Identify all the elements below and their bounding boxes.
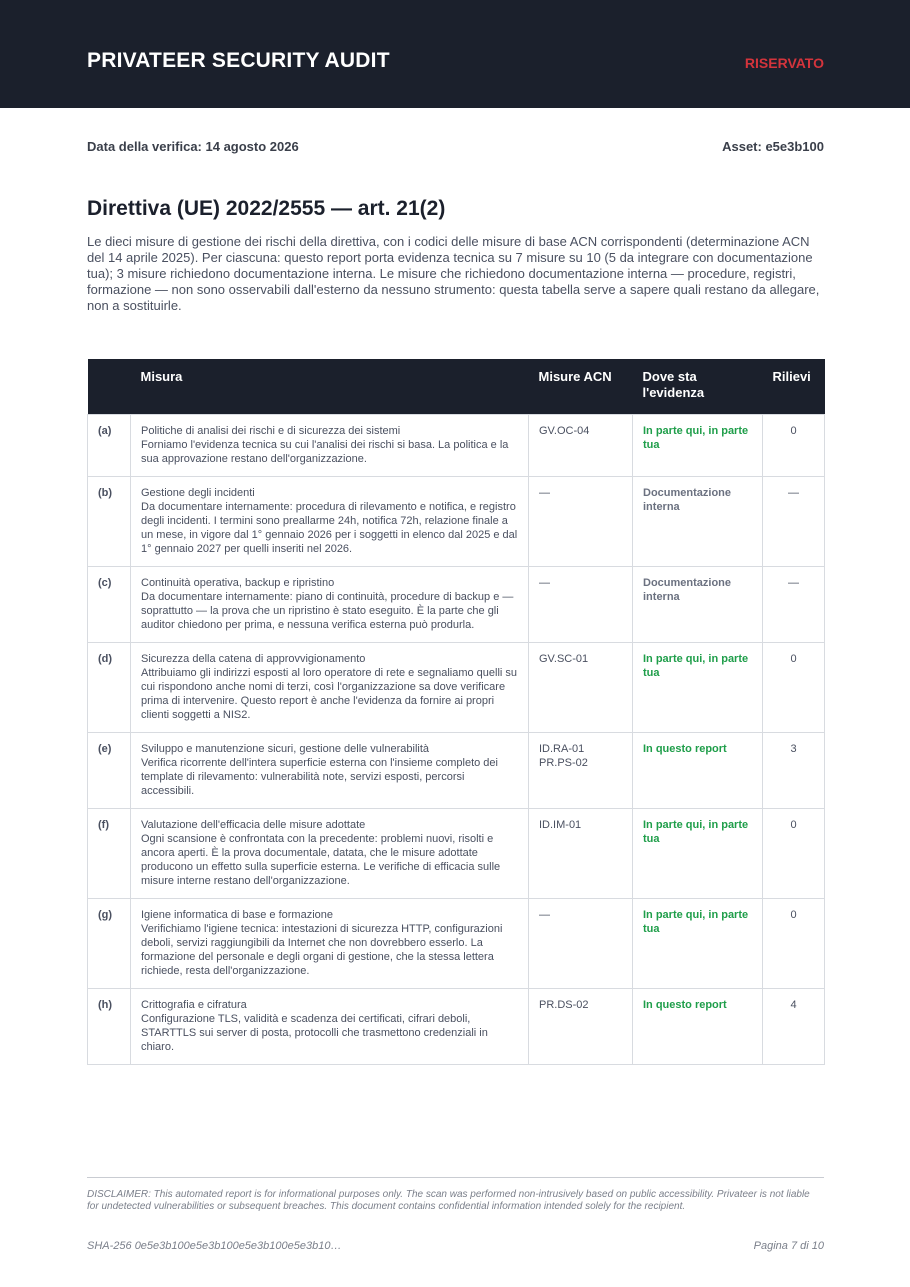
evidence-location: In questo report: [633, 733, 763, 809]
audit-date: Data della verifica: 14 agosto 2026: [87, 139, 299, 154]
column-header-measure: Misura: [131, 359, 529, 415]
acn-codes: —: [529, 899, 633, 989]
document-hash: SHA-256 0e5e3b100e5e3b100e5e3b100e5e3b10…: [87, 1240, 342, 1252]
findings-count: 0: [763, 643, 825, 733]
footer-divider: [87, 1177, 824, 1178]
findings-count: 4: [763, 989, 825, 1065]
evidence-location: Documentazione interna: [633, 477, 763, 567]
measure-code: (c): [88, 567, 131, 643]
measure-code: (d): [88, 643, 131, 733]
measure-code: (e): [88, 733, 131, 809]
measure-cell: [131, 989, 529, 1065]
findings-count: —: [763, 477, 825, 567]
measure-description: Da documentare internamente: piano di continuità, procedure di backup e — soprattutto — la prova che un ripristino è stato eseguito. È la parte che gli auditor chiedono per prima, e nessuna verifica esterna può produrla.: [141, 591, 514, 631]
measures-table: [87, 359, 825, 1065]
report-header-bar: [0, 0, 910, 108]
measure-code: (a): [88, 415, 131, 477]
measure-description: Da documentare internamente: procedura di rilevamento e notifica, e registro degli incidenti. I termini sono preallarme 24h, notifica 72h, relazione finale a un mese, in vigore dal 1° gennaio 2026 per i soggetti in elenco dal 2025 e dal 1° gennaio 2027 per quelli inseriti nel 2026.: [141, 501, 518, 555]
table-row: [88, 415, 825, 477]
evidence-location: In questo report: [633, 989, 763, 1065]
evidence-location: In parte qui, in parte tua: [633, 809, 763, 899]
measure-cell: [131, 415, 529, 477]
measure-title: Sviluppo e manutenzione sicuri, gestione delle vulnerabilità: [141, 743, 430, 755]
measure-cell: [131, 643, 529, 733]
measure-cell: [131, 567, 529, 643]
section-intro: Le dieci misure di gestione dei rischi della direttiva, con i codici delle misure di base ACN corrispondenti (determinazione ACN del 14 aprile 2025). Per ciascuna: questo report porta evidenza tecnica su 7 misure su 10 (5 da integrare con documentazione tua); 3 misure richiedono documentazione interna. Le misure che richiedono documentazione interna — procedure, registri, formazione — non sono osservabili dall'esterno da nessuno strumento: questa tabella serve a sapere quali restano da allegare, non a sostituirle.: [87, 234, 820, 313]
column-header-findings: Rilievi: [763, 359, 825, 415]
measure-cell: [131, 477, 529, 567]
table-row: [88, 899, 825, 989]
page-number: Pagina 7 di 10: [753, 1240, 824, 1252]
table-row: [88, 733, 825, 809]
measure-title: Valutazione dell'efficacia delle misure adottate: [141, 819, 366, 831]
measure-title: Gestione degli incidenti: [141, 487, 255, 499]
measure-description: Ogni scansione è confrontata con la precedente: problemi nuovi, risolti e ancora aperti. È la prova documentale, datata, che le misure adottate producono un effetto sulla superficie esterna. Le verifiche di efficacia sulle misure interne restano dell'organizzazione.: [141, 833, 501, 887]
acn-codes: ID.RA-01 PR.PS-02: [529, 733, 633, 809]
disclaimer-text: DISCLAIMER: This automated report is for informational purposes only. The scan was performed non-intrusively based on public accessibility. Privateer is not liable for undetected vulnerabilities or subsequent breaches. This document contains confidential information intended solely for the recipient.: [87, 1189, 810, 1212]
acn-codes: —: [529, 477, 633, 567]
table-row: [88, 643, 825, 733]
measure-description: Configurazione TLS, validità e scadenza dei certificati, cifrari deboli, STARTTLS sui server di posta, protocolli che trasmettono credenziali in chiaro.: [141, 1013, 488, 1053]
classification-label: RISERVATO: [744, 55, 824, 71]
acn-codes: GV.SC-01: [529, 643, 633, 733]
measure-description: Attribuiamo gli indirizzi esposti al loro operatore di rete e segnaliamo quelli su cui rispondono anche nomi di terzi, così l'organizzazione sa dove verificare prima di intervenire. Questo report è anche l'evidenza da fornire ai propri clienti soggetti a NIS2.: [141, 667, 518, 721]
findings-count: 0: [763, 415, 825, 477]
section-title: Direttiva (UE) 2022/2555 — art. 21(2): [87, 197, 446, 220]
measure-cell: [131, 899, 529, 989]
asset-id: Asset: e5e3b100: [722, 139, 824, 154]
measure-code: (f): [88, 809, 131, 899]
measure-code: (g): [88, 899, 131, 989]
measure-title: Politiche di analisi dei rischi e di sicurezza dei sistemi: [141, 425, 401, 437]
measure-title: Crittografia e cifratura: [141, 999, 247, 1011]
evidence-location: In parte qui, in parte tua: [633, 899, 763, 989]
table-row: [88, 567, 825, 643]
findings-count: 3: [763, 733, 825, 809]
report-brand-title: PRIVATEER SECURITY AUDIT: [87, 49, 390, 72]
measure-title: Continuità operativa, backup e ripristino: [141, 577, 335, 589]
column-header-evidence: Dove sta l'evidenza: [633, 359, 763, 415]
table-row: [88, 477, 825, 567]
acn-codes: GV.OC-04: [529, 415, 633, 477]
acn-codes: ID.IM-01: [529, 809, 633, 899]
evidence-location: In parte qui, in parte tua: [633, 643, 763, 733]
table-header-row: [88, 359, 825, 415]
table-row: [88, 809, 825, 899]
measure-cell: [131, 733, 529, 809]
measure-description: Forniamo l'evidenza tecnica su cui l'analisi dei rischi si basa. La politica e la sua approvazione restano dell'organizzazione.: [141, 439, 509, 465]
measure-title: Igiene informatica di base e formazione: [141, 909, 333, 921]
findings-count: 0: [763, 899, 825, 989]
evidence-location: In parte qui, in parte tua: [633, 415, 763, 477]
measure-description: Verifichiamo l'igiene tecnica: intestazioni di sicurezza HTTP, configurazioni deboli, servizi raggiungibili da Internet che non dovrebbero esserlo. La formazione del personale e degli organi di gestione, che la stessa lettera richiede, resta dell'organizzazione.: [141, 923, 503, 977]
acn-codes: —: [529, 567, 633, 643]
measure-description: Verifica ricorrente dell'intera superficie esterna con l'insieme completo dei template di rilevamento: vulnerabilità note, servizi esposti, percorsi accessibili.: [141, 757, 498, 797]
measure-code: (b): [88, 477, 131, 567]
column-header-acn: Misure ACN: [529, 359, 633, 415]
measure-cell: [131, 809, 529, 899]
column-header-code: [88, 359, 131, 415]
evidence-location: Documentazione interna: [633, 567, 763, 643]
acn-codes: PR.DS-02: [529, 989, 633, 1065]
table-row: [88, 989, 825, 1065]
measure-code: (h): [88, 989, 131, 1065]
measure-title: Sicurezza della catena di approvvigionamento: [141, 653, 366, 665]
findings-count: —: [763, 567, 825, 643]
findings-count: 0: [763, 809, 825, 899]
